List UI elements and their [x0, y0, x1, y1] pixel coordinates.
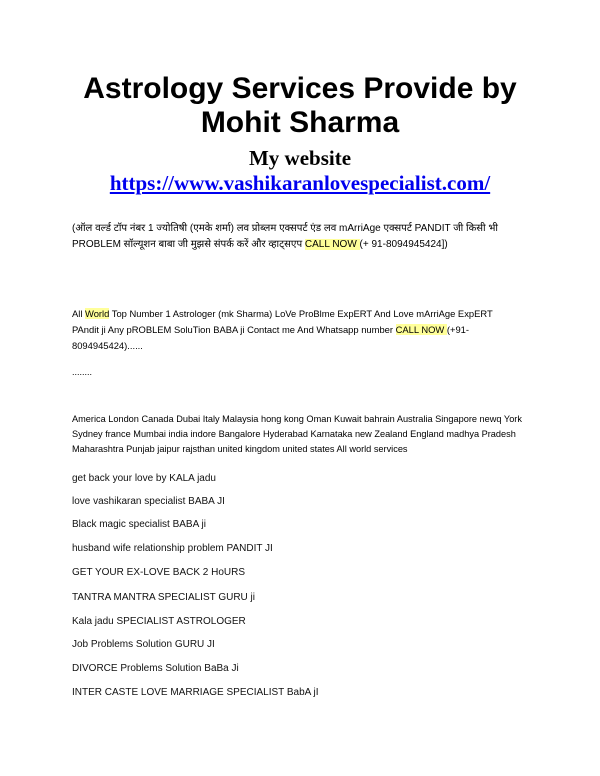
english-phone: (+91-8094945424)......	[72, 324, 469, 351]
hindi-text: (ऑल वर्ल्ड टॉप नंबर 1 ज्योतिषी (एमके शर्मा) लव प्रोब्लम एक्सपर्ट एंड लव mArriAge एक्सपर्ट PANDIT जी किसी भी PROBLEM सॉल्यूशन बाबा जी मुझसे संपर्क करें और व्हाट्सएप	[72, 223, 499, 250]
english-prefix: All	[72, 308, 83, 319]
service-line: get back your love by KALA jadu	[72, 473, 216, 484]
subtitle: My website	[248, 146, 352, 170]
service-line: love vashikaran specialist BABA JI	[72, 496, 225, 507]
title-line-1: Astrology Services Provide by	[83, 72, 517, 105]
world-highlight: World	[85, 308, 110, 319]
service-line: TANTRA MANTRA SPECIALIST GURU ji	[72, 592, 255, 603]
service-line: Kala jadu SPECIALIST ASTROLOGER	[72, 616, 246, 627]
hindi-phone: (+ 91-8094945424])	[359, 239, 448, 250]
english-paragraph	[72, 306, 520, 354]
service-line: Job Problems Solution GURU JI	[72, 639, 215, 650]
page-title	[0, 72, 600, 140]
english-text: Top Number 1 Astrologer (mk Sharma) LoVe ProBlme ExpERT And Love mArriAge ExpERT PAndit ji Any pROBLEM SoluTion BABA ji Contact me And Whatsapp number	[72, 308, 493, 335]
call-now-highlight: CALL NOW	[304, 239, 360, 250]
service-line: husband wife relationship problem PANDIT JI	[72, 543, 273, 554]
places-paragraph: America London Canada Dubai Italy Malaysia hong kong Oman Kuwait bahrain Australia Singapore newq York Sydney france Mumbai india indore Bangalore Hyderabad Karnataka new Zealand England madhya Pradesh Maharashtra Punjab jaipur rajsthan united kingdom united states All world services	[72, 414, 522, 454]
hindi-paragraph	[72, 221, 520, 253]
service-line: GET YOUR EX-LOVE BACK 2 HoURS	[72, 567, 246, 578]
service-line: INTER CASTE LOVE MARRIAGE SPECIALIST BabA jI	[72, 687, 319, 698]
service-line: DIVORCE Problems Solution BaBa Ji	[72, 663, 239, 674]
website-link[interactable]: https://www.vashikaranlovespecialist.com/	[109, 171, 491, 195]
title-line-2: Mohit Sharma	[200, 106, 400, 139]
service-line: Black magic specialist BABA ji	[72, 519, 206, 530]
call-now-highlight-2: CALL NOW	[395, 324, 447, 335]
ellipsis-line: ........	[72, 367, 93, 377]
